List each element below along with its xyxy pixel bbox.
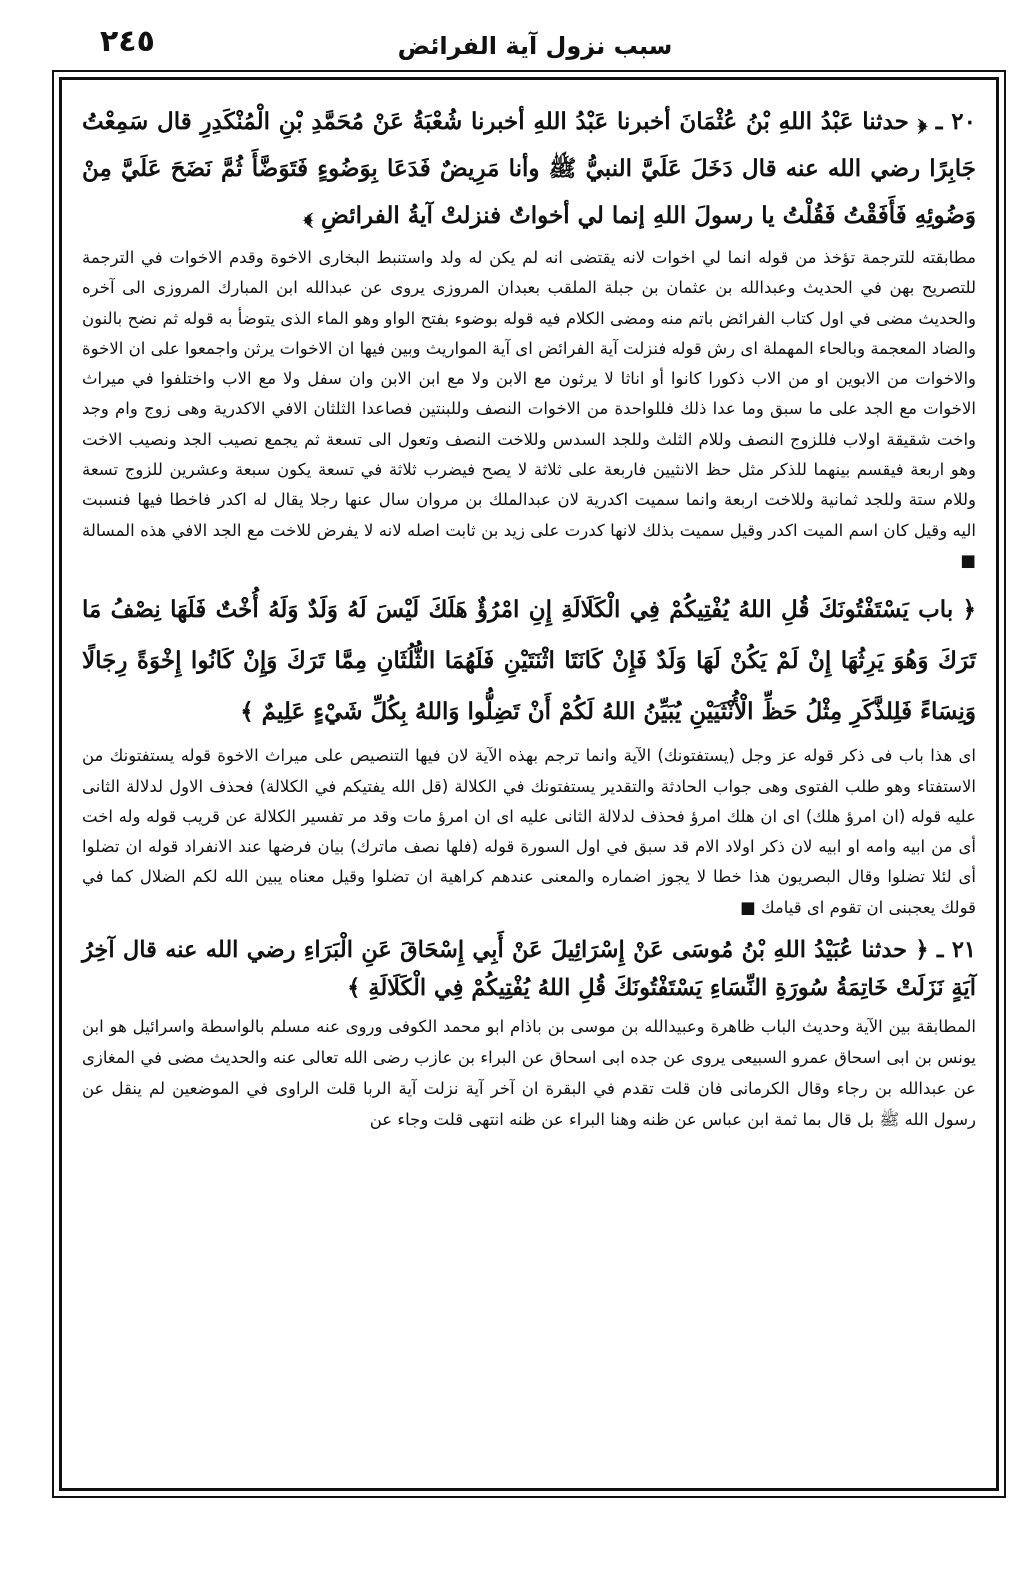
chapter-commentary: اى هذا باب فى ذكر قوله عز وجل (يستفتونك) الآية وانما ترجم بهذه الآية لان فيها التنصيص على ميراث الاخوة قوله يستفتونك من الاستفتاء وهو طلب الفتوى وهى جواب الحادثة والتقدير يستفتونك في الكلالة (قل الله يفتيكم في الكلالة) فحذف الاول لدلالة الثانى عليه قوله (ان امرؤ هلك) اى ان هلك امرؤ فحذف لدلالة الثانى عليه اى ان امرؤ مات وقد مر تفسير الكلالة عن قريب قوله وله اخت أى من ابيه وامه او ابيه لان ذكر اولاد الام قد سبق في اول السورة قوله (فلها نصف ماترك) بيان فرضها عند الانفراد قوله ان تضلوا أى لئلا تضلوا وقال البصريون هذا خطا لا يجوز اضماره والمعنى عندهم كراهية ان تضلوا وقيل معناه يبين الله لكم الضلال كما في قولك يعجبنى ان تقوم اى قيامك ■ bbox=[82, 746, 976, 917]
page-frame-outer bbox=[52, 70, 1006, 1498]
hadith-21-commentary: المطابقة بين الآية وحديث الباب ظاهرة وعبيدالله بن موسى بن باذام ابو محمد الكوفى وروى عنه مسلم بالواسطة واسرائيل هو ابن يونس بن ابى اسحاق عمرو السبيعى يروى عن جده ابى اسحاق عن البراء بن عازب رضى الله تعالى عنه والحديث مضى في المغازى عن عبدالله بن رجاء وقال الكرمانى فان قلت تقدم في البقرة ان آخر آية نزلت آية الربا قلت الراوى في الموضعين لم ينقل عن رسول الله ﷺ بل قال بما ثمة ابن عباس عن ظنه وهنا البراء عن ظنه انتهى قلت وجاء عن bbox=[82, 1017, 976, 1130]
page-header bbox=[60, 20, 1010, 68]
hadith-20-commentary: مطابقته للترجمة تؤخذ من قوله انما لي اخوات لانه يقتضى انه لم يكن له ولد واستنبط البخارى الاخوة وقدم الاخوات في الترجمة للتصريح بهن في الحديث وعبدالله بن عثمان بن جبلة الملقب بعبدان المروزى يروى عن عبدالله ابن المبارك المروزى الى آخره والحديث مضى في اول كتاب الفرائض باتم منه ومضى الكلام فيه قوله بوضوء بفتح الواو وهو الماء الذى يتوضأ به قوله ثم نضح بالنون والضاد المعجمة وبالحاء المهملة اى رش قوله فنزلت آية الفرائض اى آية المواريث وبين فيها ان الاخوات يرثن واجمعوا على ان الاخوة والاخوات من الابوين او من الاب ذكورا كانوا أو اناثا لا يرثون مع الابن ولا مع ابن الابن وان سفل ولا مع الاب واختلفوا في ميراث الاخوات مع الجد على ما سبق وما عدا ذلك فللواحدة من الاخوات النصف وللبنتين فصاعدا الثلثان الافي الاكدرية وهى زوج وام وجد واخت شقيقة اولاب فللزوج النصف وللام الثلث وللجد السدس وللاخت النصف وتعول الى تسعة ثم يجمع نصيب الجد ونصيب الاخت وهو اربعة فيقسم بينهما للذكر مثل حظ الانثيين فاربعة على ثلاثة لا يصح فيضرب ثلاثة في تسعة يكون سبعة وعشرين للزوج تسعة وللام ستة وللجد ثمانية وللاخت اربعة وانما سميت اكدرية لان عبدالملك بن مروان سال عنها رجلا يقال له اكدر فاخطا فيها فنسبت اليه وقيل كان اسم الميت اكدر وقيل سميت بذلك لانها كدرت على زيد بن ثابت اصله لانه لا يفرض للاخت مع الجد الافي هذه المسالة ■ bbox=[82, 248, 976, 570]
running-title: سبب نزول آية الفرائض bbox=[397, 32, 673, 60]
page-number: ٢٤٥ bbox=[100, 24, 155, 59]
chapter-heading-text: ﴿ باب يَسْتَفْتُونَكَ قُلِ اللهُ يُفْتِيكُمْ فِي الْكَلَالَةِ إِنِ امْرُؤٌ هَلَكَ لَيْسَ لَهُ وَلَدٌ وَلَهُ أُخْتٌ فَلَهَا نِصْفُ مَا تَرَكَ وَهُوَ يَرِثُهَا إِنْ لَمْ يَكُنْ لَهَا وَلَدٌ فَإِنْ كَانَتَا اثْنَتَيْنِ فَلَهُمَا الثُّلُثَانِ مِمَّا تَرَكَ وَإِنْ كَانُوا إِخْوَةً رِجَالًا وَنِسَاءً فَلِلذَّكَرِ مِثْلُ حَظِّ الْأُنْثَيَيْنِ يُبَيِّنُ اللهُ لَكُمْ أَنْ تَضِلُّوا وَاللهُ بِكُلِّ شَيْءٍ عَلِيمٌ ﴾ bbox=[82, 596, 976, 726]
hadith-20-text: ٢٠ ـ ﴿ حدثنا عَبْدُ اللهِ بْنُ عُثْمَانَ أخبرنا عَبْدُ اللهِ أخبرنا شُعْبَةُ عَنْ مُحَمَّدِ بْنِ الْمُنْكَدِرِ قال سَمِعْتُ جَابِرًا رضي الله عنه قال دَخَلَ عَلَيَّ النبيُّ ﷺ وأنا مَرِيضٌ فَدَعَا بِوَضُوءٍ فَتَوَضَّأَ ثُمَّ نَضَحَ عَلَيَّ مِنْ وَضُوئِهِ فَأَفَقْتُ فَقُلْتُ يا رسولَ اللهِ إنما لي أخواتٌ فنزلتْ آيةُ الفرائضِ ﴾ bbox=[82, 108, 976, 229]
page-frame-inner bbox=[59, 77, 999, 1491]
hadith-21-text: ٢١ ـ ﴿ حدثنا عُبَيْدُ اللهِ بْنُ مُوسَى عَنْ إِسْرَائِيلَ عَنْ أَبِي إِسْحَاقَ عَنِ الْبَرَاءِ رضي الله عنه قال آخِرُ آيَةٍ نَزَلَتْ خَاتِمَةُ سُورَةِ النِّسَاءِ يَسْتَفْتُونَكَ قُلِ اللهُ يُفْتِيكُمْ فِي الْكَلَالَةِ ﴾ bbox=[82, 937, 976, 1002]
